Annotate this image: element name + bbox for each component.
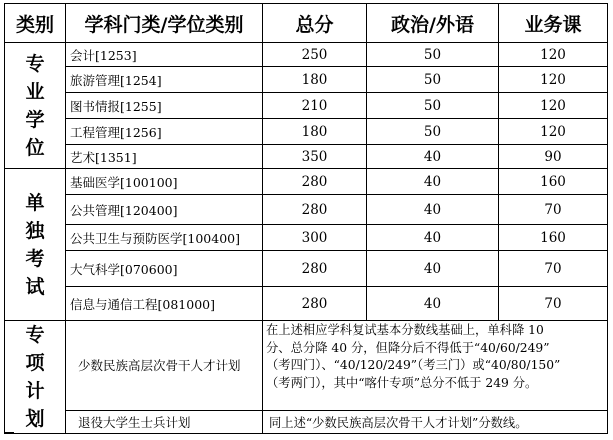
politics-cell: 40 (367, 195, 499, 225)
group-special (5, 321, 66, 434)
total-cell: 210 (263, 93, 367, 119)
note-line: 分、总分降 40 分，但降分后不得低于“40/60/249” (266, 340, 550, 355)
subject-cell: 工程管理[1256] (66, 119, 263, 145)
group-char: 学 (25, 108, 45, 131)
table-row (5, 225, 608, 251)
group-char: 试 (25, 275, 45, 298)
total-cell: 280 (263, 169, 367, 195)
program-veteran-cell: 退役大学生士兵计划 (66, 410, 263, 433)
table-row (5, 195, 608, 225)
group-char: 专 (25, 52, 45, 75)
politics-cell: 50 (367, 43, 499, 67)
table-row (5, 287, 608, 321)
total-cell: 180 (263, 119, 367, 145)
subject-cell: 艺术[1351] (66, 145, 263, 169)
politics-cell: 50 (367, 119, 499, 145)
major-cell: 160 (499, 225, 608, 251)
note-line: （考两门），其中“喀什专项”总分不低于 249 分。 (266, 375, 538, 390)
subject-cell: 公共卫生与预防医学[100400] (66, 225, 263, 251)
subject-cell: 会计[1253] (66, 43, 263, 67)
politics-cell: 40 (367, 169, 499, 195)
table-row (5, 43, 608, 67)
total-cell: 300 (263, 225, 367, 251)
table-row (5, 93, 608, 119)
major-cell: 120 (499, 93, 608, 119)
subject-cell: 公共管理[120400] (66, 195, 263, 225)
group-char: 专 (25, 324, 45, 346)
politics-cell: 40 (367, 251, 499, 287)
table-row (5, 251, 608, 287)
politics-cell: 50 (367, 67, 499, 93)
major-cell: 70 (499, 287, 608, 321)
group-char: 计 (25, 380, 45, 402)
table-row (5, 67, 608, 93)
table-header-row (5, 4, 608, 43)
footer-mark (4, 432, 14, 434)
major-cell: 160 (499, 169, 608, 195)
total-cell: 180 (263, 67, 367, 93)
politics-cell: 40 (367, 225, 499, 251)
total-cell: 280 (263, 251, 367, 287)
program-minority-note (263, 321, 608, 411)
subject-cell: 大气科学[070600] (66, 251, 263, 287)
group-professional (5, 43, 66, 169)
table-row (5, 410, 608, 433)
total-cell: 280 (263, 195, 367, 225)
note-line: （考四门）、“40/120/249”（考三门）或“40/80/150” (266, 358, 561, 372)
header-politics: 政治/外语 (367, 4, 499, 43)
table-row (5, 145, 608, 169)
group-char: 独 (25, 219, 45, 242)
politics-cell: 40 (367, 145, 499, 169)
table-row (5, 169, 608, 195)
major-cell: 120 (499, 119, 608, 145)
total-cell: 250 (263, 43, 367, 67)
total-cell: 350 (263, 145, 367, 169)
politics-cell: 50 (367, 93, 499, 119)
table-row (5, 119, 608, 145)
header-total: 总分 (263, 4, 367, 43)
major-cell: 70 (499, 251, 608, 287)
group-char: 划 (25, 408, 45, 430)
group-char: 位 (25, 136, 45, 159)
header-category: 类别 (5, 4, 66, 43)
total-cell: 280 (263, 287, 367, 321)
group-char: 业 (25, 80, 45, 103)
group-char: 单 (25, 191, 45, 214)
header-major: 业务课 (499, 4, 608, 43)
major-cell: 120 (499, 67, 608, 93)
note-line: 在上述相应学科复试基本分数线基础上，单科降 10 (266, 323, 544, 337)
program-minority-cell: 少数民族高层次骨干人才计划 (66, 321, 263, 411)
subject-cell: 图书情报[1255] (66, 93, 263, 119)
politics-cell: 40 (367, 287, 499, 321)
subject-cell: 旅游管理[1254] (66, 67, 263, 93)
header-subject: 学科门类/学位类别 (66, 4, 263, 43)
group-independent (5, 169, 66, 321)
subject-cell: 基础医学[100100] (66, 169, 263, 195)
major-cell: 120 (499, 43, 608, 67)
major-cell: 90 (499, 145, 608, 169)
group-char: 考 (25, 247, 45, 270)
subject-cell: 信息与通信工程[081000] (66, 287, 263, 321)
score-line-table (4, 3, 608, 434)
table-row (5, 321, 608, 411)
group-char: 项 (25, 352, 45, 374)
program-veteran-note: 同上述“少数民族高层次骨干人才计划”分数线。 (263, 410, 608, 433)
major-cell: 70 (499, 195, 608, 225)
